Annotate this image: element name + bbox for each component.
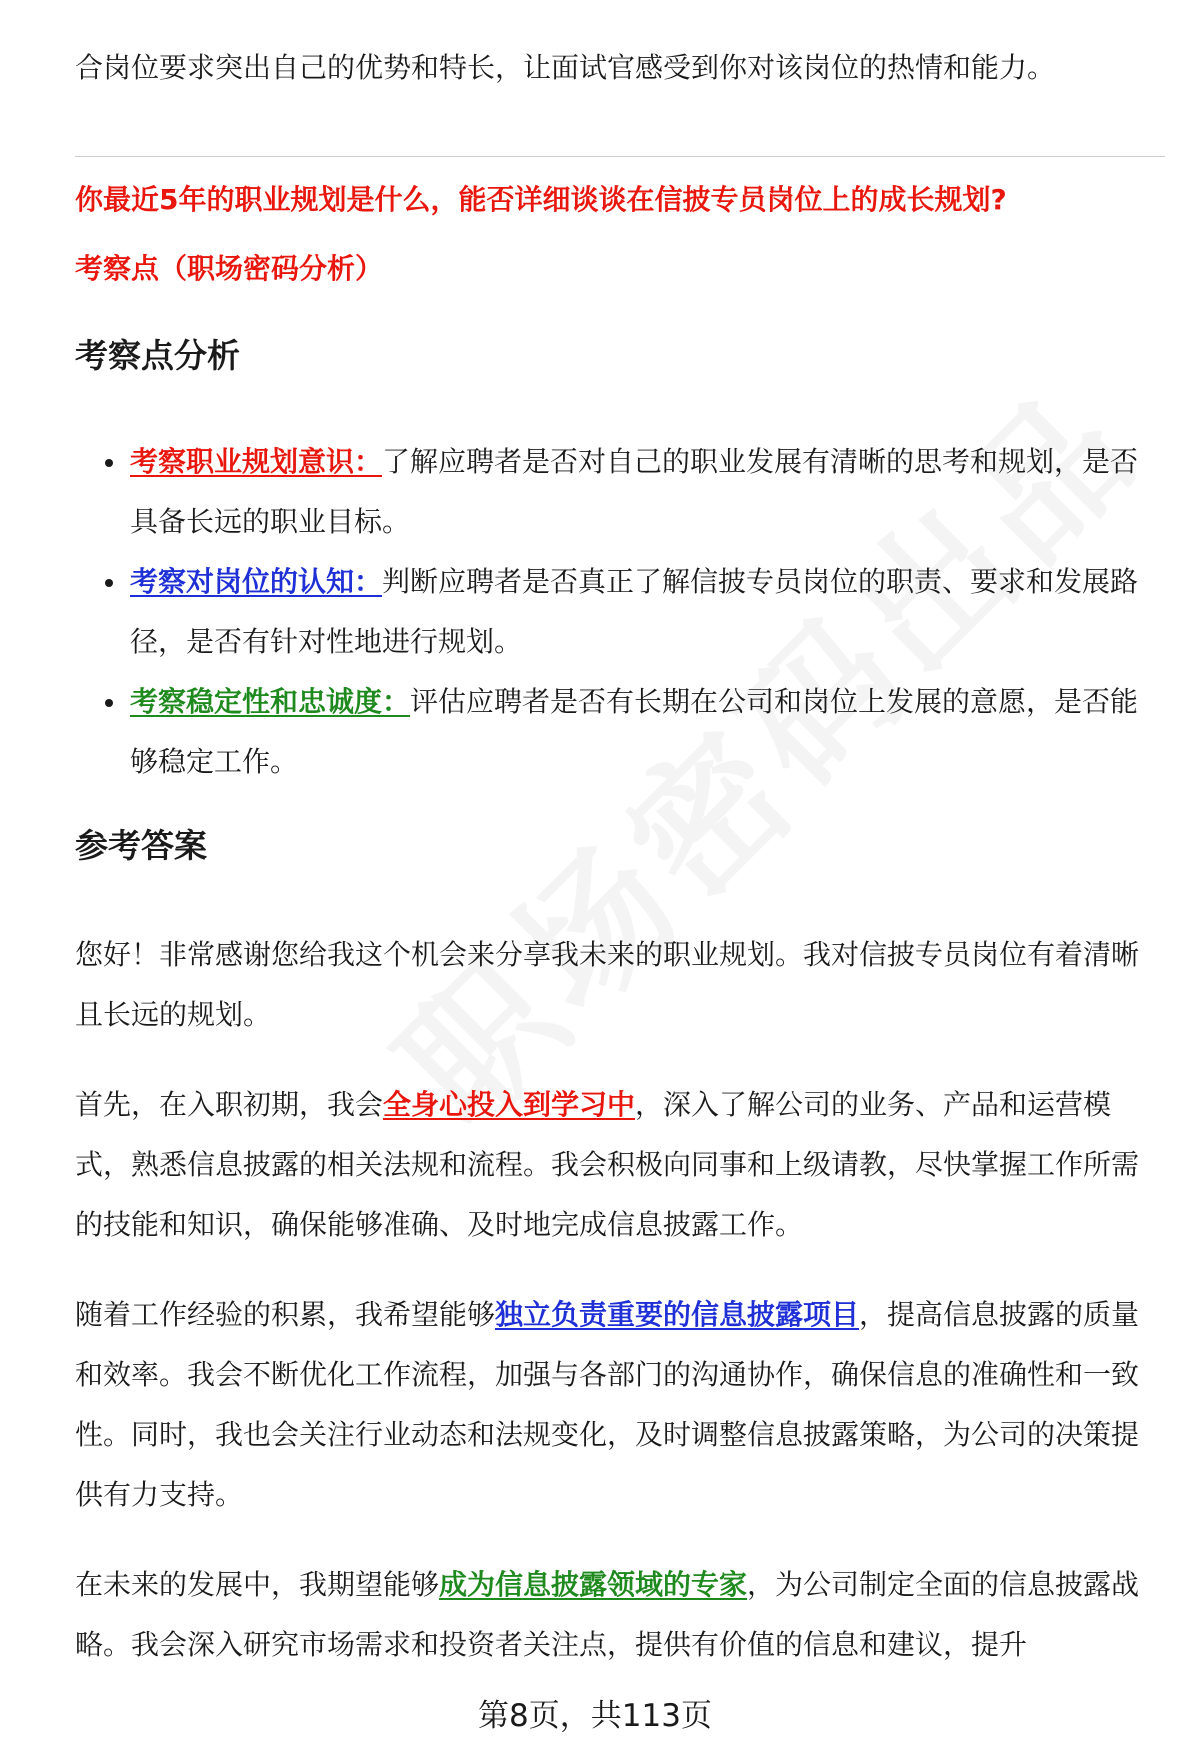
bullet-icon: [105, 579, 113, 587]
answer-paragraph-2: [75, 1075, 1165, 1255]
bullet-icon: [105, 459, 113, 467]
answer-keyword: 全身心投入到学习中: [383, 1088, 636, 1121]
divider: [75, 156, 1165, 157]
answer-keyword: 成为信息披露领域的专家: [439, 1568, 748, 1601]
answer-text: ，为公司制定全面的信息披露战略。我会深入研究市场需求和投资者关注点，提供有价值的信息和建议，提升: [75, 1568, 1140, 1661]
list-item: [75, 672, 1165, 792]
question-title: 你最近5年的职业规划是什么，能否详细谈谈在信披专员岗位上的成长规划?: [75, 183, 1007, 216]
bullet-text: 了解应聘者是否对自己的职业发展有清晰的思考和规划，是否具备长远的职业目标。: [130, 445, 1139, 538]
page-number: 第8页，共113页: [478, 1698, 712, 1734]
analysis-heading: 考察点分析: [75, 336, 240, 375]
bullet-icon: [105, 699, 113, 707]
bullet-keyword: 考察职业规划意识：: [130, 445, 383, 478]
answer-text: ，提高信息披露的质量和效率。我会不断优化工作流程，加强与各部门的沟通协作，确保信息的准确性和一致性。同时，我也会关注行业动态和法规变化，及时调整信息披露策略，为公司的决策提供有力支持。: [75, 1298, 1140, 1511]
answer-paragraph-3: [75, 1285, 1165, 1525]
bullet-keyword: 考察对岗位的认知：: [130, 565, 383, 598]
answer-text: ，深入了解公司的业务、产品和运营模式，熟悉信息披露的相关法规和流程。我会积极向同事和上级请教，尽快掌握工作所需的技能和知识，确保能够准确、及时地完成信息披露工作。: [75, 1088, 1140, 1241]
list-item: [75, 552, 1165, 672]
answer-paragraph-1: 您好！非常感谢您给我这个机会来分享我未来的职业规划。我对信披专员岗位有着清晰且长远的规划。: [75, 938, 1140, 1031]
list-item: [75, 432, 1165, 552]
answer-text: 随着工作经验的积累，我希望能够: [75, 1298, 496, 1331]
answer-keyword: 独立负责重要的信息披露项目: [495, 1298, 860, 1331]
bullet-keyword: 考察稳定性和忠诚度：: [130, 685, 411, 718]
analysis-list: [75, 432, 1165, 792]
answer-text: 在未来的发展中，我期望能够: [75, 1568, 440, 1601]
answer-heading: 参考答案: [75, 826, 207, 865]
answer-text: 首先，在入职初期，我会: [75, 1088, 384, 1121]
question-subtitle: 考察点（职场密码分析）: [75, 252, 384, 285]
intro-line: 合岗位要求突出自己的优势和特长，让面试官感受到你对该岗位的热情和能力。: [75, 51, 1056, 84]
bullet-text: 判断应聘者是否真正了解信披专员岗位的职责、要求和发展路径，是否有针对性地进行规划。: [130, 565, 1139, 658]
bullet-text: 评估应聘者是否有长期在公司和岗位上发展的意愿，是否能够稳定工作。: [130, 685, 1139, 778]
answer-paragraph-4: [75, 1555, 1165, 1675]
